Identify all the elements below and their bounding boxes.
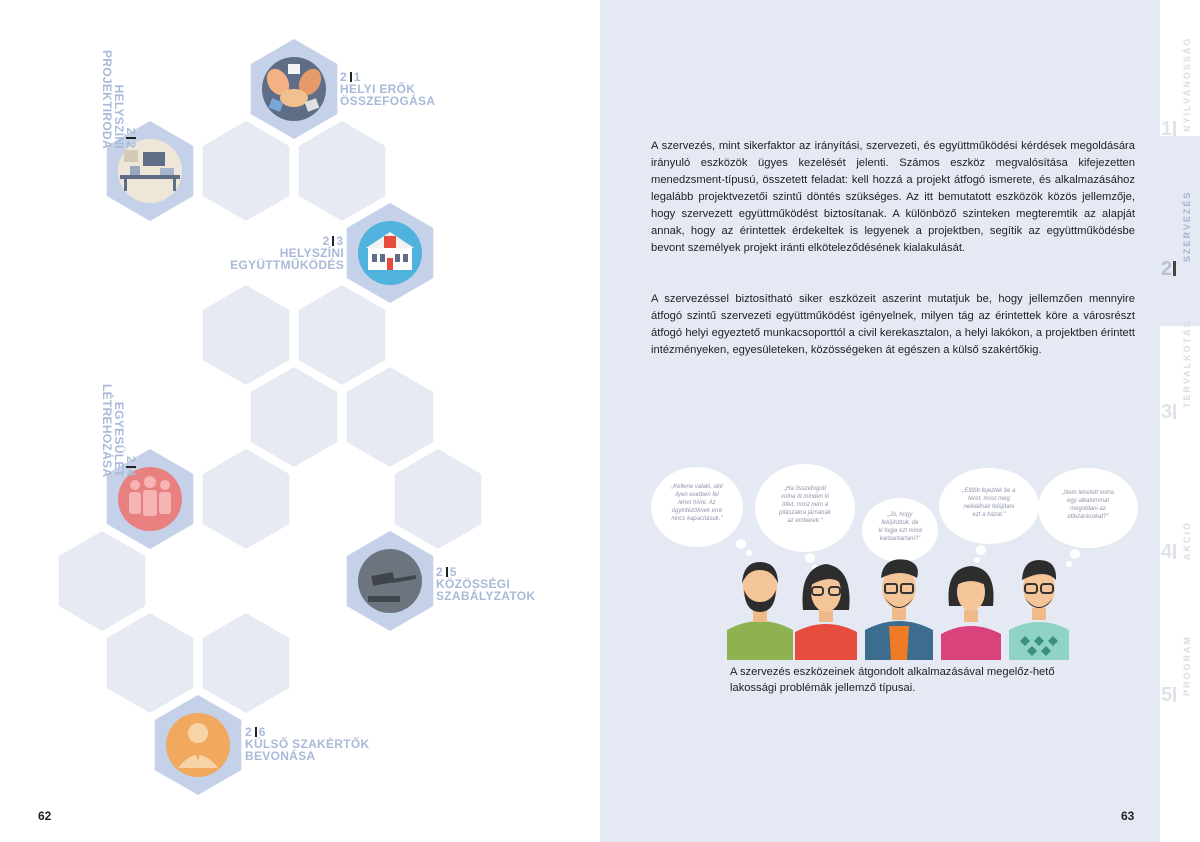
chapter-tab-4-label: AKCIÓ bbox=[1182, 521, 1192, 560]
svg-text:teret, most meg bbox=[968, 496, 1010, 502]
right-page-number: 63 bbox=[1121, 809, 1135, 823]
bubble-1-line-3: lehet hívni. Az bbox=[678, 500, 716, 506]
bubble-4-line-4: ezt a házat." bbox=[972, 512, 1006, 518]
label-2-3-line2: EGYÜTTMŰKÖDÉS bbox=[230, 258, 344, 272]
chapter-tab-3-label: TERVALKOTÁS bbox=[1182, 319, 1192, 408]
label-2-4-num: 24 bbox=[124, 455, 138, 478]
label-2-5-line2: SZABÁLYZATOK bbox=[436, 589, 536, 603]
bubble-5-line-1: „Nem lehetett volna bbox=[1061, 490, 1115, 496]
label-2-1-line2: ÖSSZEFOGÁSA bbox=[340, 94, 436, 108]
illustration-thinking-people bbox=[645, 460, 1145, 660]
bubble-1-line-1: „Kellene valaki, akit bbox=[671, 484, 723, 490]
svg-text:ötlet, most nem a bbox=[782, 502, 829, 508]
thought-bubble-3 bbox=[862, 498, 938, 570]
bubble-1-line-2: ilyen esetben fel bbox=[675, 492, 719, 498]
label-2-2-num: 22 bbox=[124, 127, 138, 149]
thought-bubble-5 bbox=[1038, 468, 1138, 567]
bubble-1-line-5: nincs kapacitásuk." bbox=[671, 516, 723, 522]
handshake-icon bbox=[262, 57, 326, 121]
svg-text:lehet hívni. Az bbox=[678, 500, 715, 506]
bubble-5-line-3: megoldani az bbox=[1070, 506, 1106, 512]
svg-text:ügyintézőknek erre bbox=[672, 508, 723, 514]
person-2 bbox=[795, 564, 857, 660]
chapter-tab-1-number: 1 bbox=[1161, 118, 1176, 141]
hex-label-2-1 bbox=[340, 71, 435, 107]
label-2-6-num: 2 6 bbox=[245, 725, 267, 739]
svg-text:útlezárásokat?" bbox=[1067, 514, 1109, 520]
bubble-1-line-4: ügyintézőknek erre bbox=[671, 508, 723, 514]
illustration-caption: A szervezés eszközeinek átgondolt alkalmazásával megelőz-hető lakossági problémák jellemző típusai. bbox=[730, 666, 1055, 694]
thought-bubble-4 bbox=[939, 468, 1039, 563]
svg-text:„Nem lehetett volna bbox=[1061, 490, 1115, 496]
label-2-5-num: 2 5 bbox=[436, 565, 458, 579]
gavel-icon bbox=[358, 549, 422, 613]
label-2-5-line1: KÖZÖSSÉGI bbox=[436, 577, 511, 591]
svg-text:ezt a házat." bbox=[972, 512, 1006, 518]
hex-label-2-3 bbox=[228, 235, 344, 271]
label-2-2-line2: PROJEKTIRODA bbox=[100, 50, 114, 149]
svg-text:nekiállnak felújítani bbox=[964, 504, 1015, 510]
svg-text:egy alkalommal bbox=[1067, 498, 1109, 504]
chapter-tab-2-label: SZERVEZÉS bbox=[1182, 190, 1192, 262]
bubble-2-line-3: ötlet, most nem a bbox=[781, 502, 829, 508]
label-2-1-num: 2 1 bbox=[340, 70, 362, 84]
svg-text:felújítottuk, de bbox=[881, 520, 919, 526]
hex-label-2-5 bbox=[436, 566, 535, 602]
label-2-2-line1: HELYSZÍNI bbox=[112, 84, 126, 149]
bubble-2-line-5: az emberek." bbox=[787, 518, 823, 524]
bubble-2-line-2: volna itt minden ki bbox=[780, 494, 830, 500]
chapter-tab-3-number: 3 bbox=[1161, 401, 1176, 424]
paragraph-1: A szervezés, mint sikerfaktor az irányítási, szervezeti, és együttműködési kérdések megoldására irányuló eszközök ügyes kezelését jelenti. Számos eszköz megvalósítása kifejezetten menedzsment-típusú, összetett feladat: kell hozzá a projekt átfogó ismerete, és alkalmazásához legalább projektvezetői szintű döntés szükséges. Az itt bemutatott eszközök közös jellemzője, hogy szervezett együttműködést biztosítanak. A különböző szinteken megteremtik az alapját annak, hogy az érintettek érdekeltek is legyenek a projektben, segítik az együttműködésbe bevont személyek projekt iránti elköteleződésének kialakulását. bbox=[651, 140, 1135, 254]
label-2-4-line2: LÉTREHOZÁSA bbox=[100, 384, 114, 478]
svg-text:„Előbb fejezték be a bbox=[961, 488, 1016, 494]
chapter-tabs bbox=[1160, 0, 1200, 842]
label-2-6-line1: KÜLSŐ SZAKÉRTŐK bbox=[245, 737, 370, 751]
left-page-number: 62 bbox=[38, 809, 52, 823]
bubble-4-line-2: teret, most meg bbox=[968, 496, 1010, 502]
label-2-6-line2: BEVONÁSA bbox=[245, 749, 316, 763]
expert-person-icon bbox=[166, 713, 230, 777]
bubble-5-line-4: útlezárásokat?" bbox=[1067, 514, 1109, 520]
svg-text:„Kellene valaki, akit bbox=[670, 484, 723, 490]
hex-label-2-6 bbox=[245, 726, 370, 762]
svg-text:megoldani az bbox=[1070, 506, 1106, 512]
right-page bbox=[600, 0, 1160, 842]
person-1 bbox=[727, 562, 793, 660]
svg-text:karbantartani?" bbox=[880, 536, 921, 542]
chapter-tab-4-number: 4 bbox=[1161, 541, 1176, 564]
svg-text:az emberek." bbox=[787, 518, 823, 524]
chapter-tab-5-number: 5 bbox=[1161, 684, 1176, 707]
paragraph-2: A szervezéssel biztosítható siker eszközeit aszerint mutatjuk be, hogy jellemzően mennyire átfogó szintű szervezeti együttműködést igényelnek, milyen tág az érintettek köre a városrészt átfogó helyi egyeztető munkacsoporttól a civil kerekasztalon, a helyi lakókon, a projektben érintett intézményeken, egyesületeken, közösségeken át egészen a külső szakértőkig. bbox=[651, 293, 1135, 356]
chapter-tab-5-label: PROGRAM bbox=[1182, 635, 1192, 696]
svg-text:„Jó, hogy bbox=[887, 512, 914, 518]
person-3 bbox=[865, 559, 933, 660]
chapter-tab-2-number: 2 bbox=[1161, 258, 1176, 281]
hex-label-2-4 bbox=[101, 384, 137, 477]
svg-text:volna itt minden ki bbox=[781, 494, 830, 500]
svg-text:ilyen esetben fel bbox=[675, 492, 719, 498]
person-4 bbox=[941, 566, 1001, 660]
bubble-2-line-1: „Ha összefogott bbox=[783, 486, 827, 492]
svg-text:nincs kapacitásuk." bbox=[671, 516, 723, 522]
svg-text:ki fogja ezt mind bbox=[878, 528, 922, 534]
bubble-4-line-1: „Előbb fejezték be a bbox=[962, 488, 1016, 494]
label-2-4-line1: EGYESÜLET bbox=[112, 401, 126, 478]
label-2-1-line1: HELYI ERŐK bbox=[340, 82, 416, 96]
bubble-5-line-2: egy alkalommal bbox=[1067, 498, 1109, 504]
town-hall-icon bbox=[358, 221, 422, 285]
label-2-3-num: 2 3 bbox=[322, 234, 344, 248]
label-2-3-line1: HELYSZÍNI bbox=[279, 246, 344, 260]
chapter-tab-1-label: NYILVÁNOSSÁG bbox=[1182, 36, 1192, 132]
active-tab-highlight bbox=[1160, 136, 1200, 326]
person-5 bbox=[1009, 560, 1069, 660]
bubble-3-line-2: felújítottuk, de bbox=[881, 520, 919, 526]
hex-label-2-2 bbox=[101, 50, 137, 149]
bubble-3-line-1: „Jó, hogy bbox=[887, 512, 913, 518]
svg-text:„Ha összefogott bbox=[783, 486, 826, 492]
svg-text:pilászakra járnának bbox=[778, 510, 832, 516]
bubble-2-line-4: pilászakra járnának bbox=[779, 510, 831, 516]
bubble-3-line-3: ki fogja ezt mind bbox=[878, 528, 922, 534]
bubble-3-line-4: karbantartani?" bbox=[879, 536, 921, 542]
thought-bubble-2 bbox=[755, 464, 855, 571]
bubble-4-line-3: nekiállnak felújítani bbox=[963, 504, 1015, 510]
thought-bubble-1 bbox=[651, 467, 752, 556]
